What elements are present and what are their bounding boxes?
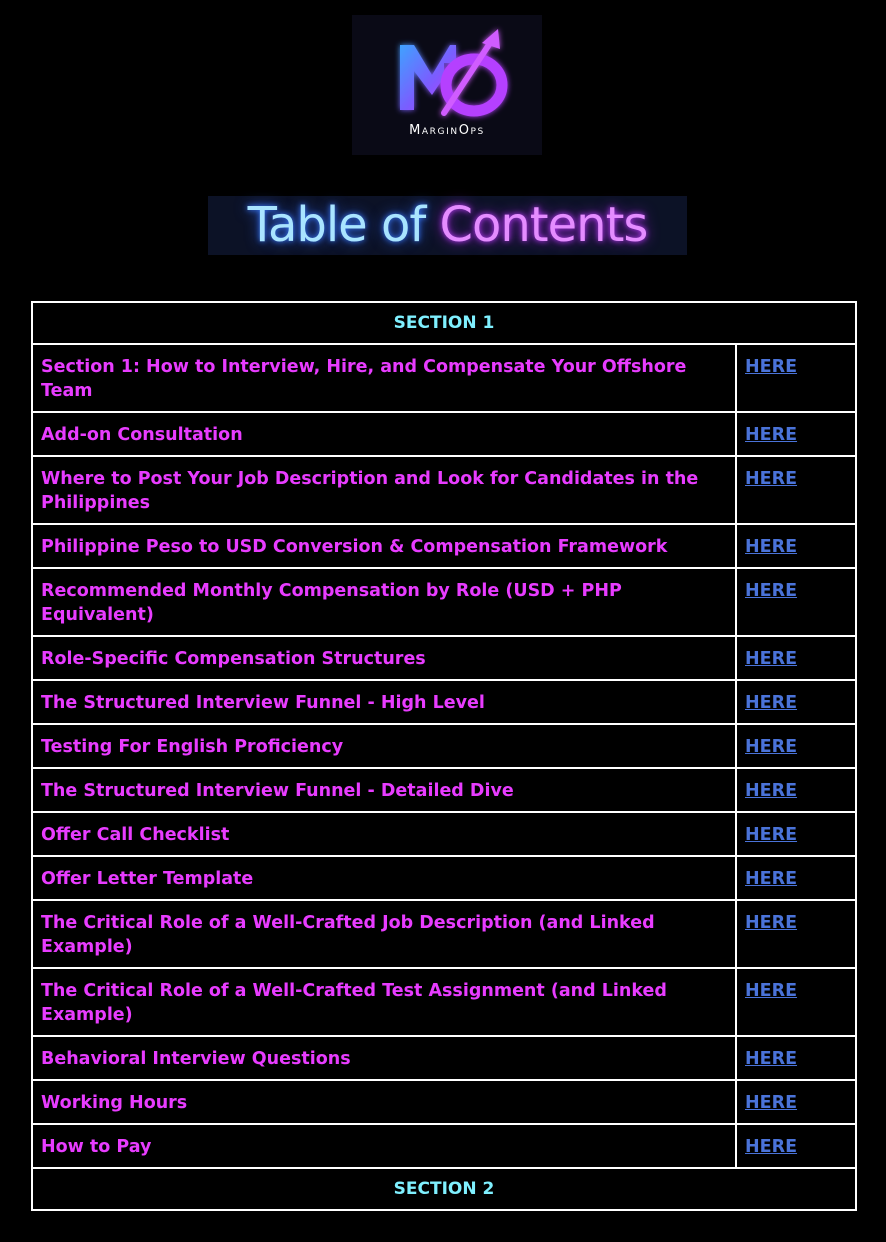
toc-item-link-cell: [736, 900, 856, 968]
toc-here-link[interactable]: HERE: [745, 469, 798, 489]
title-banner: [208, 196, 687, 255]
toc-item-title: Testing For English Proficiency: [32, 724, 736, 768]
toc-item-link-cell: [736, 856, 856, 900]
toc-item-title: Working Hours: [32, 1080, 736, 1124]
toc-item-title: Where to Post Your Job Description and Look for Candidates in the Philippines: [32, 456, 736, 524]
toc-row: [32, 344, 856, 412]
toc-item-link-cell: [736, 812, 856, 856]
toc-row: [32, 456, 856, 524]
toc-here-link[interactable]: HERE: [745, 825, 798, 845]
toc-item-title: The Critical Role of a Well-Crafted Test Assignment (and Linked Example): [32, 968, 736, 1036]
section-2-header: SECTION 2: [32, 1168, 856, 1210]
toc-row: [32, 680, 856, 724]
toc-item-link-cell: [736, 524, 856, 568]
page-title: [208, 196, 687, 255]
toc-here-link[interactable]: HERE: [745, 581, 798, 601]
toc-row: [32, 768, 856, 812]
section-1-header-row: [32, 302, 856, 344]
toc-item-title: The Structured Interview Funnel - High Level: [32, 680, 736, 724]
toc-row: [32, 856, 856, 900]
toc-here-link[interactable]: HERE: [745, 781, 798, 801]
toc-item-link-cell: [736, 968, 856, 1036]
section-2-header-row: [32, 1168, 856, 1210]
marginops-logo-icon: [352, 15, 542, 125]
toc-item-title: The Critical Role of a Well-Crafted Job Description (and Linked Example): [32, 900, 736, 968]
toc-item-title: Philippine Peso to USD Conversion & Compensation Framework: [32, 524, 736, 568]
toc-item-title: The Structured Interview Funnel - Detailed Dive: [32, 768, 736, 812]
toc-here-link[interactable]: HERE: [745, 1049, 798, 1069]
toc-row: [32, 724, 856, 768]
toc-row: [32, 900, 856, 968]
toc-item-title: Behavioral Interview Questions: [32, 1036, 736, 1080]
toc-item-title: Section 1: How to Interview, Hire, and Compensate Your Offshore Team: [32, 344, 736, 412]
page-title-part1: Table of: [247, 197, 426, 253]
section-1-header: SECTION 1: [32, 302, 856, 344]
toc-row: [32, 568, 856, 636]
toc-here-link[interactable]: HERE: [745, 981, 798, 1001]
toc-row: [32, 1124, 856, 1168]
toc-item-link-cell: [736, 456, 856, 524]
toc-item-link-cell: [736, 724, 856, 768]
toc-row: [32, 812, 856, 856]
toc-row: [32, 636, 856, 680]
logo: [352, 15, 542, 155]
toc-item-title: Recommended Monthly Compensation by Role (USD + PHP Equivalent): [32, 568, 736, 636]
toc-row: [32, 412, 856, 456]
toc-here-link[interactable]: HERE: [745, 357, 798, 377]
toc-here-link[interactable]: HERE: [745, 869, 798, 889]
toc-item-link-cell: [736, 636, 856, 680]
logo-text: MarginOps: [409, 123, 485, 138]
toc-here-link[interactable]: HERE: [745, 1093, 798, 1113]
toc-item-link-cell: [736, 1036, 856, 1080]
toc-item-title: How to Pay: [32, 1124, 736, 1168]
toc-row: [32, 1080, 856, 1124]
toc-item-title: Offer Letter Template: [32, 856, 736, 900]
toc-item-link-cell: [736, 680, 856, 724]
toc-here-link[interactable]: HERE: [745, 693, 798, 713]
toc-item-link-cell: [736, 1124, 856, 1168]
toc-item-title: Add-on Consultation: [32, 412, 736, 456]
toc-here-link[interactable]: HERE: [745, 737, 798, 757]
toc-item-title: Role-Specific Compensation Structures: [32, 636, 736, 680]
toc-item-link-cell: [736, 412, 856, 456]
toc-item-title: Offer Call Checklist: [32, 812, 736, 856]
toc-here-link[interactable]: HERE: [745, 425, 798, 445]
toc-item-link-cell: [736, 568, 856, 636]
toc-table: [31, 301, 857, 1211]
toc-row: [32, 1036, 856, 1080]
toc-here-link[interactable]: HERE: [745, 1137, 798, 1157]
toc-item-link-cell: [736, 344, 856, 412]
toc-item-link-cell: [736, 768, 856, 812]
toc-here-link[interactable]: HERE: [745, 649, 798, 669]
toc-row: [32, 968, 856, 1036]
toc-item-link-cell: [736, 1080, 856, 1124]
toc-here-link[interactable]: HERE: [745, 537, 798, 557]
toc-row: [32, 524, 856, 568]
toc-here-link[interactable]: HERE: [745, 913, 798, 933]
page-title-part2: Contents: [439, 197, 648, 253]
